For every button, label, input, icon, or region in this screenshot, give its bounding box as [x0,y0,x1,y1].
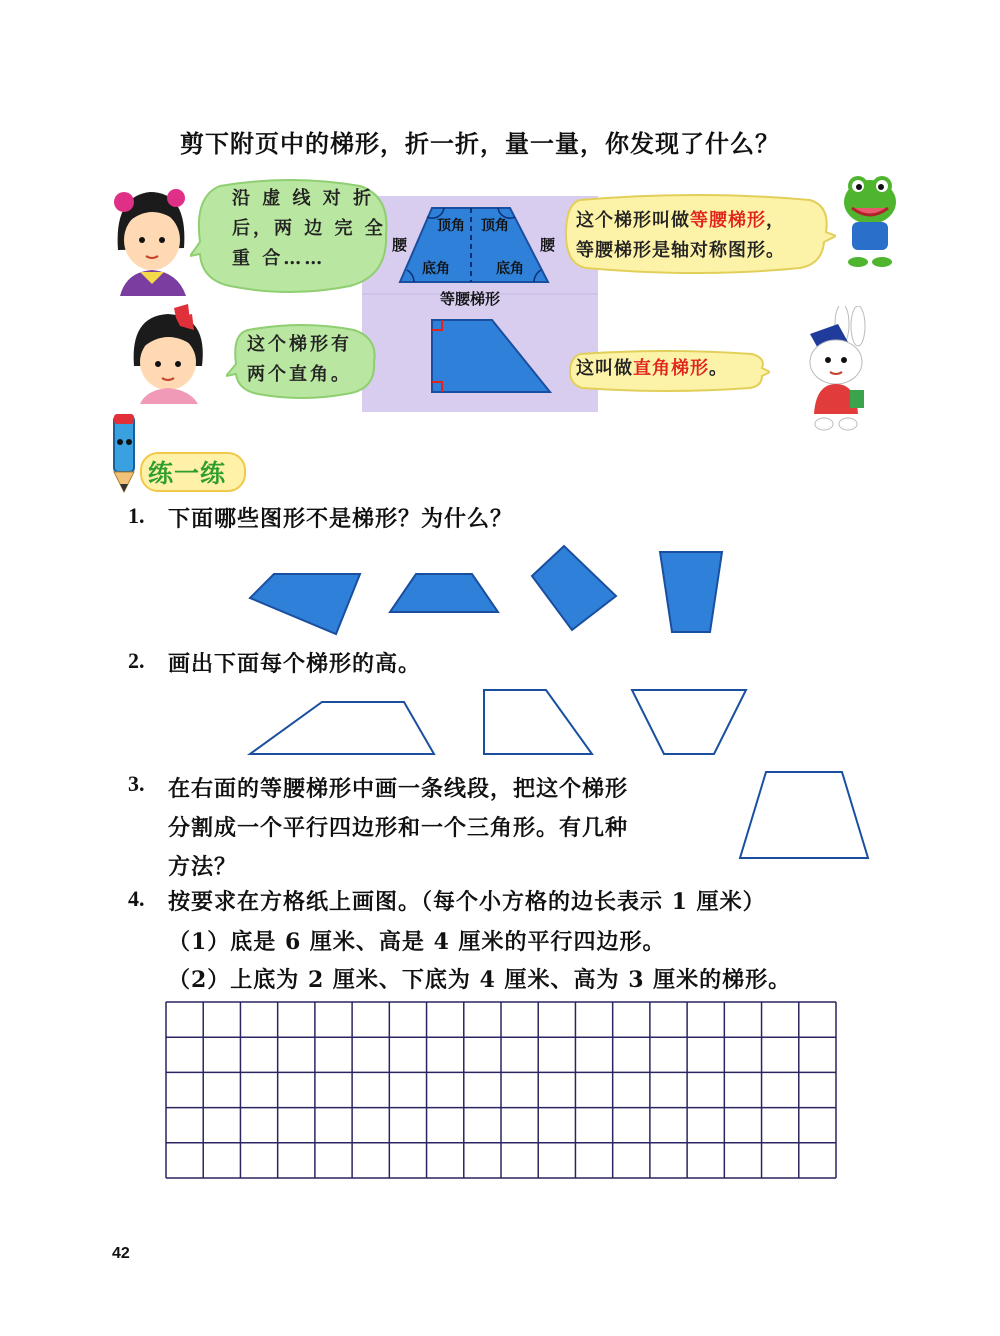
q1-shape-trapezoid [390,574,498,612]
question-3-text [168,770,628,887]
question-2-number: 2. [128,648,145,673]
fold-bubble-text [232,184,386,274]
q1-shape-inverted-trapezoid [660,552,722,632]
right-trapezoid-bubble-text [576,354,728,384]
question-3-line-1: 在右面的等腰梯形中画一条线段，把这个梯形 [168,776,629,802]
right-prefix: 这叫做 [576,358,633,379]
right-angles-line-2: 两个直角。 [247,364,352,385]
right-angles-bubble-text [247,330,352,390]
label-base-angle-right: 底角 [496,261,524,277]
fold-line-1: 沿 虚 线 对 折 [232,188,375,209]
question-1-shapes [240,538,740,642]
question-1-number: 1. [128,503,145,528]
fold-line-2: 后，两 边 完 全 [232,218,386,239]
question-3-line-2: 分割成一个平行四边形和一个三角形。有几种 [168,815,629,841]
isosceles-suffix: ， [766,210,785,231]
isosceles-bubble-text [576,206,785,266]
question-2-text: 画出下面每个梯形的高。 [168,651,422,677]
practice-badge-label: 练一练 [148,459,227,488]
question-3-isosceles-trapezoid [736,766,872,864]
pencil-mascot-icon [102,408,146,494]
question-2-shapes [244,686,754,760]
diagram-caption: 等腰梯形 [440,290,501,308]
label-top-angle-right: 顶角 [481,218,509,234]
square-grid-paper[interactable] [164,1000,838,1180]
page-number: 42 [112,1245,130,1262]
label-top-angle-left: 顶角 [437,218,465,234]
girl-character-icon [106,180,192,296]
girl-with-bow-icon [124,304,210,404]
fold-line-3: 重 合…… [232,248,326,269]
q1-shape-rectangle [532,546,616,630]
q2-trapezoid-2 [484,690,592,754]
label-leg-left: 腰 [392,236,408,254]
label-base-angle-left: 底角 [422,261,450,277]
q2-trapezoid-1 [250,702,434,754]
question-1-text: 下面哪些图形不是梯形？为什么？ [168,506,514,532]
question-4-text: 按要求在方格纸上画图。（每个小方格的边长表示 1 厘米） [168,889,766,915]
q1-shape-quadrilateral [250,574,360,634]
question-3-line-3: 方法？ [168,854,238,880]
q2-trapezoid-3 [632,690,746,754]
right-term: 直角梯形 [633,358,709,379]
frog-character-icon [838,172,902,270]
question-3-number: 3. [128,771,145,796]
isosceles-term: 等腰梯形 [690,210,766,231]
isosceles-line-2: 等腰梯形是轴对称图形。 [576,240,785,261]
rabbit-character-icon [788,306,874,436]
isosceles-prefix: 这个梯形叫做 [576,210,690,231]
label-leg-right: 腰 [540,236,556,254]
right-suffix: 。 [709,358,728,379]
page-heading: 剪下附页中的梯形，折一折，量一量，你发现了什么？ [180,129,780,158]
question-4-sub-1: （1）底是 6 厘米、高是 4 厘米的平行四边形。 [168,929,666,955]
right-angles-line-1: 这个梯形有 [247,334,352,355]
question-4-number: 4. [128,886,145,911]
question-4-sub-2: （2）上底为 2 厘米、下底为 4 厘米、高为 3 厘米的梯形。 [168,967,792,993]
